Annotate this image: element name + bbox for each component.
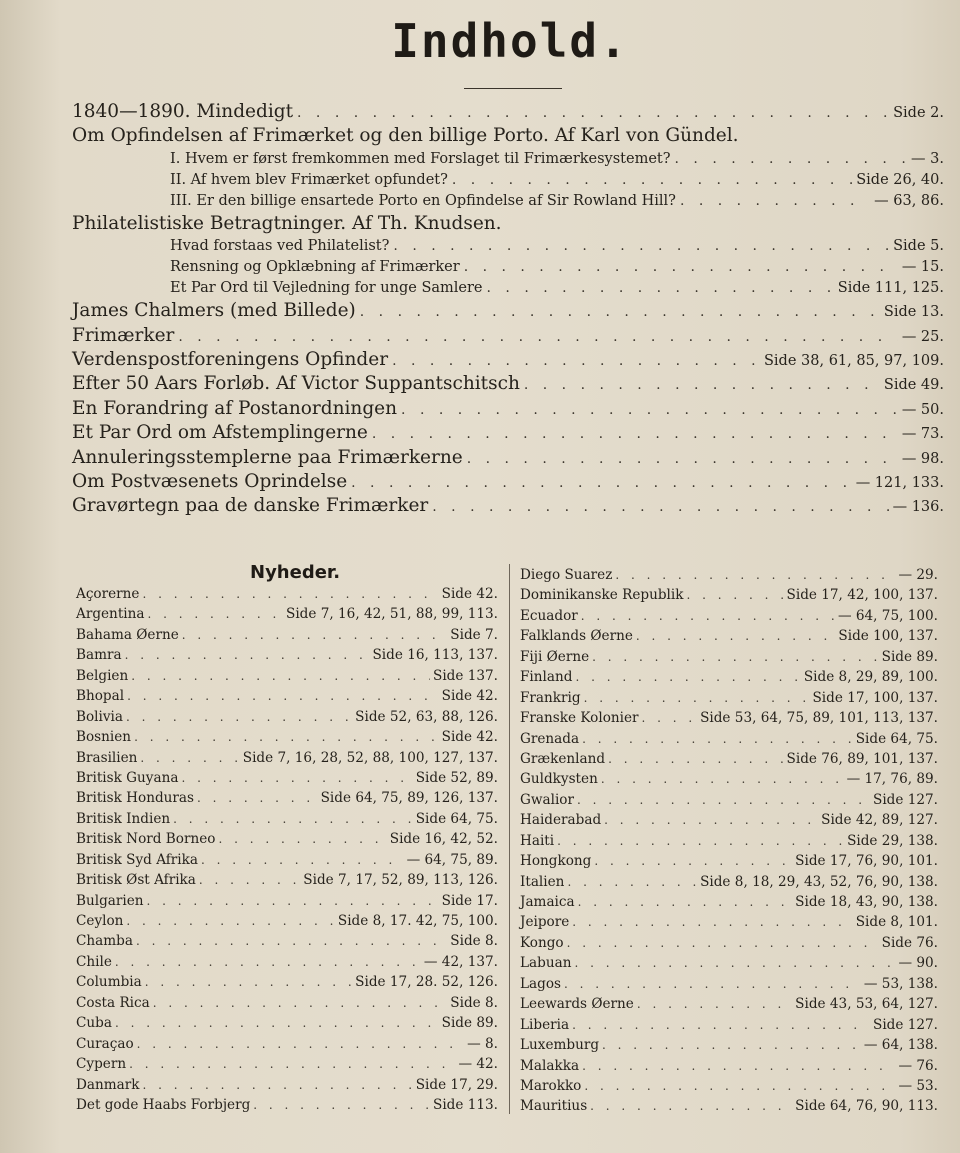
country-entry: [76, 952, 498, 972]
country-pages: Side 7, 17, 52, 89, 113, 126.: [303, 872, 498, 889]
country-pages: Side 8.: [450, 994, 498, 1011]
leader-dots: [572, 1015, 870, 1035]
toc-entry-page: Side 38, 61, 85, 97, 109.: [763, 352, 944, 369]
toc-entry-title: 1840—1890. Mindedigt: [72, 101, 294, 122]
leader-dots: [592, 647, 878, 667]
leader-dots: [126, 911, 334, 931]
country-name: Mauritius: [520, 1098, 588, 1115]
country-name: Bosnien: [76, 729, 132, 746]
leader-dots: [584, 688, 810, 708]
country-name: Italien: [520, 873, 565, 890]
leader-dots: [604, 810, 818, 830]
country-entry: [76, 748, 498, 768]
leader-dots: [142, 584, 438, 604]
country-name: Belgien: [76, 667, 129, 684]
country-name: Ceylon: [76, 913, 124, 929]
country-name: Jamaica: [520, 894, 575, 910]
nyheder-heading: Nyheder.: [250, 562, 341, 583]
toc-entry-page: Side 2.: [893, 105, 944, 121]
leader-dots: [147, 891, 439, 911]
toc-entry-page: — 50.: [901, 401, 944, 418]
toc-entry-page: Side 13.: [883, 304, 944, 321]
toc-entry: [72, 170, 944, 191]
country-entry: [520, 1056, 938, 1076]
toc-entry-title: Hvad forstaas ved Philatelist?: [170, 238, 390, 255]
toc-entry-page: — 121, 133.: [855, 474, 944, 491]
country-entry: [520, 626, 938, 646]
country-entry: [76, 1013, 498, 1033]
country-pages: Side 16, 113, 137.: [372, 647, 498, 664]
toc-entry-page: Side 111, 125.: [837, 280, 944, 297]
leader-dots: [136, 931, 447, 951]
toc-entry-title: Gravørtegn paa de danske Frimærker: [72, 495, 429, 517]
country-entry: [520, 912, 938, 932]
toc-entry: [72, 421, 944, 445]
country-entry: [520, 708, 938, 728]
country-pages: Side 17, 42, 100, 137.: [786, 587, 938, 604]
toc-entry: [72, 212, 944, 236]
country-pages: Side 8.: [450, 933, 498, 950]
country-entry: [520, 831, 938, 851]
country-name: Cypern: [76, 1056, 127, 1073]
country-entry: [520, 974, 938, 994]
leader-dots: [218, 829, 386, 849]
toc-entry-page: — 3.: [911, 150, 944, 167]
leader-dots: [572, 912, 852, 932]
leader-dots: [401, 398, 898, 422]
country-pages: — 64, 138.: [863, 1037, 938, 1054]
country-entry: [76, 829, 498, 849]
country-name: Jeipore: [520, 914, 570, 931]
leader-dots: [393, 236, 889, 257]
country-name: Argentina: [76, 606, 145, 623]
country-entry: [520, 933, 938, 953]
leader-dots: [131, 666, 430, 686]
country-name: Bulgarien: [76, 892, 144, 909]
country-pages: Side 127.: [873, 1016, 938, 1033]
toc-entry: [72, 257, 944, 278]
toc-entry: [72, 348, 944, 372]
leader-dots: [143, 1075, 413, 1095]
leader-dots: [127, 686, 439, 706]
country-pages: Side 76, 89, 101, 137.: [786, 750, 938, 767]
leader-dots: [608, 749, 783, 769]
country-entry: [520, 585, 938, 605]
country-entry: [76, 788, 498, 808]
country-entry: [520, 1035, 938, 1055]
toc-entry-title: Frimærker: [72, 324, 175, 346]
country-name: Guldkysten: [520, 771, 598, 788]
toc-entry-title: Om Opfindelsen af Frimærket og den billige Porto. Af Karl von Gündel.: [72, 125, 739, 147]
leader-dots: [575, 667, 800, 687]
country-entry: [76, 870, 498, 890]
country-entry: [76, 993, 498, 1013]
leader-dots: [182, 625, 448, 645]
country-pages: Side 17, 28. 52, 126.: [355, 974, 498, 991]
country-entry: [76, 972, 498, 992]
leader-dots: [360, 300, 880, 324]
country-pages: Side 17.: [441, 892, 498, 909]
toc-entry-title: Rensning og Opklæbning af Frimærker: [170, 259, 460, 276]
country-entry: [76, 931, 498, 951]
leader-dots: [524, 373, 880, 397]
toc-entry: [72, 470, 944, 494]
country-pages: Side 17, 29.: [415, 1076, 498, 1093]
table-of-contents: [72, 100, 944, 519]
toc-entry: [72, 191, 944, 212]
country-entry: [76, 645, 498, 665]
country-name: Açorerne: [76, 586, 140, 602]
country-entry: [520, 565, 938, 585]
leader-dots: [557, 831, 844, 851]
toc-entry: [72, 124, 944, 148]
country-name: Det gode Haabs Forbjerg: [76, 1096, 251, 1113]
country-pages: Side 42.: [441, 586, 498, 602]
country-name: Dominikanske Republik: [520, 587, 684, 604]
leader-dots: [134, 727, 439, 747]
country-pages: Side 16, 42, 52.: [389, 831, 498, 848]
toc-entry-page: — 15.: [901, 259, 944, 276]
country-name: Britisk Indien: [76, 810, 171, 827]
country-name: Britisk Nord Borneo: [76, 831, 216, 848]
leader-dots: [582, 1056, 895, 1076]
country-pages: Side 8, 101.: [855, 914, 938, 931]
toc-entry: [72, 372, 944, 396]
leader-dots: [129, 1054, 455, 1074]
toc-entry-page: — 63, 86.: [874, 192, 944, 209]
toc-entry-page: Side 26, 40.: [856, 171, 944, 188]
country-entry: [520, 647, 938, 667]
country-entry: [520, 892, 938, 912]
country-name: Haiti: [520, 832, 555, 849]
country-entry: [76, 707, 498, 727]
country-name: Bamra: [76, 647, 122, 664]
toc-entry-page: — 73.: [901, 426, 944, 443]
toc-entry-title: II. Af hvem blev Frimærket opfundet?: [170, 171, 448, 188]
toc-entry-page: — 25.: [901, 328, 944, 345]
country-name: Haiderabad: [520, 812, 602, 829]
leader-dots: [137, 1034, 464, 1054]
leader-dots: [578, 892, 793, 912]
country-name: Bolivia: [76, 708, 124, 725]
toc-entry-title: I. Hvem er først fremkommen med Forslaget til Frimærkesystemet?: [170, 150, 671, 167]
leader-dots: [145, 972, 352, 992]
country-pages: — 53, 138.: [863, 975, 938, 992]
country-entry: [520, 1076, 938, 1096]
country-pages: Side 52, 89.: [415, 769, 498, 786]
country-pages: Side 137.: [433, 667, 498, 684]
leader-dots: [615, 565, 895, 585]
country-name: Falklands Øerne: [520, 628, 633, 645]
leader-dots: [567, 872, 697, 892]
country-pages: Side 8, 29, 89, 100.: [803, 669, 938, 686]
country-name: Curaçao: [76, 1035, 134, 1052]
leader-dots: [253, 1095, 430, 1115]
country-entry: [520, 729, 938, 749]
country-entry: [520, 851, 938, 871]
country-pages: Side 52, 63, 88, 126.: [355, 708, 498, 725]
country-entry: [76, 891, 498, 911]
country-pages: Side 8, 18, 29, 43, 52, 76, 90, 138.: [700, 873, 938, 890]
country-name: Franske Kolonier: [520, 710, 639, 727]
toc-entry-page: — 136.: [892, 499, 944, 516]
leader-dots: [125, 645, 370, 665]
country-entry: [520, 810, 938, 830]
country-pages: Side 89.: [881, 648, 938, 665]
country-name: Columbia: [76, 974, 142, 991]
leader-dots: [581, 606, 835, 626]
toc-entry-title: III. Er den billige ensartede Porto en Opfindelse af Sir Rowland Hill?: [170, 192, 676, 209]
country-pages: Side 43, 53, 64, 127.: [795, 996, 938, 1013]
country-entry: [76, 1034, 498, 1054]
nyheder-left-column: [76, 584, 498, 1115]
nyheder-right-column: [520, 565, 938, 1117]
country-pages: — 64, 75, 100.: [837, 607, 938, 624]
country-name: Frankrig: [520, 689, 581, 706]
country-entry: [76, 911, 498, 931]
leader-dots: [680, 191, 870, 212]
country-entry: [76, 768, 498, 788]
country-entry: [520, 1015, 938, 1035]
country-entry: [76, 727, 498, 747]
leader-dots: [392, 349, 760, 373]
country-name: Gwalior: [520, 791, 574, 808]
leader-dots: [577, 790, 870, 810]
toc-entry-page: Side 5.: [893, 238, 944, 255]
country-pages: Side 76.: [881, 934, 938, 951]
country-name: Lagos: [520, 975, 561, 992]
leader-dots: [197, 788, 318, 808]
toc-entry: [72, 236, 944, 257]
leader-dots: [178, 325, 897, 349]
toc-entry-title: Annuleringsstemplerne paa Frimærkerne: [72, 446, 463, 468]
leader-dots: [636, 626, 836, 646]
toc-entry: [72, 446, 944, 470]
leader-dots: [372, 422, 898, 446]
country-pages: — 76.: [898, 1057, 938, 1074]
leader-dots: [582, 729, 853, 749]
country-entry: [76, 1075, 498, 1095]
country-entry: [520, 688, 938, 708]
country-entry: [76, 1054, 498, 1074]
toc-entry-title: James Chalmers (med Billede): [72, 300, 356, 322]
country-pages: Side 42, 89, 127.: [821, 812, 938, 829]
country-name: Britisk Syd Afrika: [76, 851, 198, 868]
leader-dots: [584, 1076, 895, 1096]
country-name: Britisk Øst Afrika: [76, 872, 196, 889]
country-name: Bahama Øerne: [76, 626, 179, 643]
toc-entry-title: En Forandring af Postanordningen: [72, 397, 398, 419]
leader-dots: [115, 952, 421, 972]
country-name: Malakka: [520, 1057, 580, 1074]
country-entry: [76, 625, 498, 645]
country-name: Britisk Guyana: [76, 769, 179, 786]
country-entry: [520, 667, 938, 687]
country-name: Bhopal: [76, 688, 125, 705]
country-name: Fiji Øerne: [520, 648, 590, 665]
leader-dots: [199, 870, 300, 890]
country-name: Danmark: [76, 1076, 140, 1093]
toc-entry-page: Side 49.: [883, 377, 944, 394]
toc-entry-title: Verdenspostforeningens Opfinder: [72, 348, 389, 370]
country-entry: [76, 584, 498, 604]
leader-dots: [140, 748, 239, 768]
toc-entry: [72, 324, 944, 348]
toc-entry: [72, 149, 944, 170]
toc-entry-title: Philatelistiske Betragtninger. Af Th. Knudsen.: [72, 212, 502, 234]
country-pages: — 53.: [898, 1077, 938, 1094]
country-entry: [520, 953, 938, 973]
country-entry: [76, 666, 498, 686]
toc-entry-title: Efter 50 Aars Forløb. Af Victor Suppantschitsch: [72, 373, 520, 395]
toc-entry: [72, 100, 944, 124]
country-pages: Side 17, 100, 137.: [812, 689, 938, 706]
country-pages: — 29.: [898, 567, 938, 583]
country-name: Labuan: [520, 955, 572, 972]
country-name: Chile: [76, 953, 112, 970]
leader-dots: [642, 708, 698, 728]
leader-dots: [467, 447, 898, 471]
country-pages: Side 7, 16, 42, 51, 88, 99, 113.: [286, 606, 498, 623]
leader-dots: [351, 471, 852, 495]
leader-dots: [126, 707, 352, 727]
country-name: Hongkong: [520, 853, 592, 870]
country-pages: Side 42.: [441, 729, 498, 746]
country-pages: Side 64, 75, 89, 126, 137.: [320, 790, 498, 807]
leader-dots: [181, 768, 412, 788]
country-entry: [520, 769, 938, 789]
country-pages: Side 100, 137.: [838, 628, 938, 645]
country-entry: [520, 1096, 938, 1116]
country-pages: Side 113.: [433, 1096, 498, 1113]
country-name: Grækenland: [520, 750, 606, 767]
leader-dots: [601, 769, 844, 789]
toc-entry-title: Om Postvæsenets Oprindelse: [72, 470, 348, 492]
title-rule: [464, 88, 562, 89]
country-pages: Side 7, 16, 28, 52, 88, 100, 127, 137.: [242, 749, 498, 766]
country-pages: Side 127.: [873, 791, 938, 808]
leader-dots: [201, 850, 404, 870]
leader-dots: [594, 851, 792, 871]
leader-dots: [637, 994, 792, 1014]
country-name: Diego Suarez: [520, 567, 613, 583]
country-entry: [76, 686, 498, 706]
leader-dots: [148, 604, 284, 624]
country-pages: — 8.: [467, 1035, 498, 1052]
country-name: Grenada: [520, 730, 580, 747]
leader-dots: [452, 170, 852, 191]
country-name: Ecuador: [520, 607, 578, 624]
leader-dots: [173, 809, 413, 829]
country-name: Luxemburg: [520, 1037, 600, 1054]
column-divider: [509, 564, 510, 1114]
country-pages: Side 8, 17. 42, 75, 100.: [337, 913, 498, 929]
country-entry: [76, 850, 498, 870]
country-name: Finland: [520, 669, 573, 686]
leader-dots: [153, 993, 448, 1013]
country-pages: Side 7.: [450, 626, 498, 643]
country-entry: [520, 994, 938, 1014]
page-title: Indhold.: [391, 14, 629, 68]
toc-entry: [72, 299, 944, 323]
country-pages: — 17, 76, 89.: [846, 771, 938, 788]
country-entry: [76, 809, 498, 829]
country-pages: Side 53, 64, 75, 89, 101, 113, 137.: [700, 710, 938, 727]
leader-dots: [297, 101, 889, 125]
toc-entry-page: — 98.: [901, 450, 944, 467]
country-name: Cuba: [76, 1015, 112, 1032]
leader-dots: [115, 1013, 439, 1033]
country-pages: Side 64, 75.: [415, 810, 498, 827]
leader-dots: [602, 1035, 861, 1055]
toc-entry-title: Et Par Ord om Afstemplingerne: [72, 422, 368, 444]
leader-dots: [574, 953, 895, 973]
country-name: Chamba: [76, 933, 133, 950]
country-entry: [76, 1095, 498, 1115]
country-pages: Side 42.: [441, 688, 498, 705]
leader-dots: [686, 585, 783, 605]
country-pages: Side 64, 76, 90, 113.: [795, 1098, 938, 1115]
country-pages: — 42.: [458, 1056, 498, 1073]
country-pages: — 42, 137.: [423, 953, 498, 970]
country-pages: — 64, 75, 89.: [406, 851, 498, 868]
country-pages: Side 89.: [441, 1015, 498, 1032]
country-name: Britisk Honduras: [76, 790, 195, 807]
country-entry: [520, 749, 938, 769]
country-pages: Side 64, 75.: [855, 730, 938, 747]
leader-dots: [590, 1096, 792, 1116]
country-entry: [520, 872, 938, 892]
leader-dots: [564, 974, 861, 994]
country-pages: — 90.: [898, 955, 938, 972]
leader-dots: [464, 257, 898, 278]
country-pages: Side 17, 76, 90, 101.: [795, 853, 938, 870]
country-name: Liberia: [520, 1016, 570, 1033]
country-entry: [520, 606, 938, 626]
country-pages: Side 29, 138.: [847, 832, 938, 849]
country-entry: [76, 604, 498, 624]
country-pages: Side 18, 43, 90, 138.: [795, 894, 938, 910]
country-name: Marokko: [520, 1077, 582, 1094]
toc-entry: [72, 494, 944, 518]
country-name: Brasilien: [76, 749, 138, 766]
country-name: Kongo: [520, 934, 564, 951]
leader-dots: [567, 933, 879, 953]
country-entry: [520, 790, 938, 810]
toc-entry: [72, 397, 944, 421]
leader-dots: [432, 495, 888, 519]
country-name: Leewards Øerne: [520, 996, 634, 1013]
toc-entry: [72, 278, 944, 299]
leader-dots: [675, 149, 908, 170]
leader-dots: [487, 278, 834, 299]
toc-entry-title: Et Par Ord til Vejledning for unge Samlere: [170, 280, 483, 297]
country-name: Costa Rica: [76, 994, 150, 1011]
